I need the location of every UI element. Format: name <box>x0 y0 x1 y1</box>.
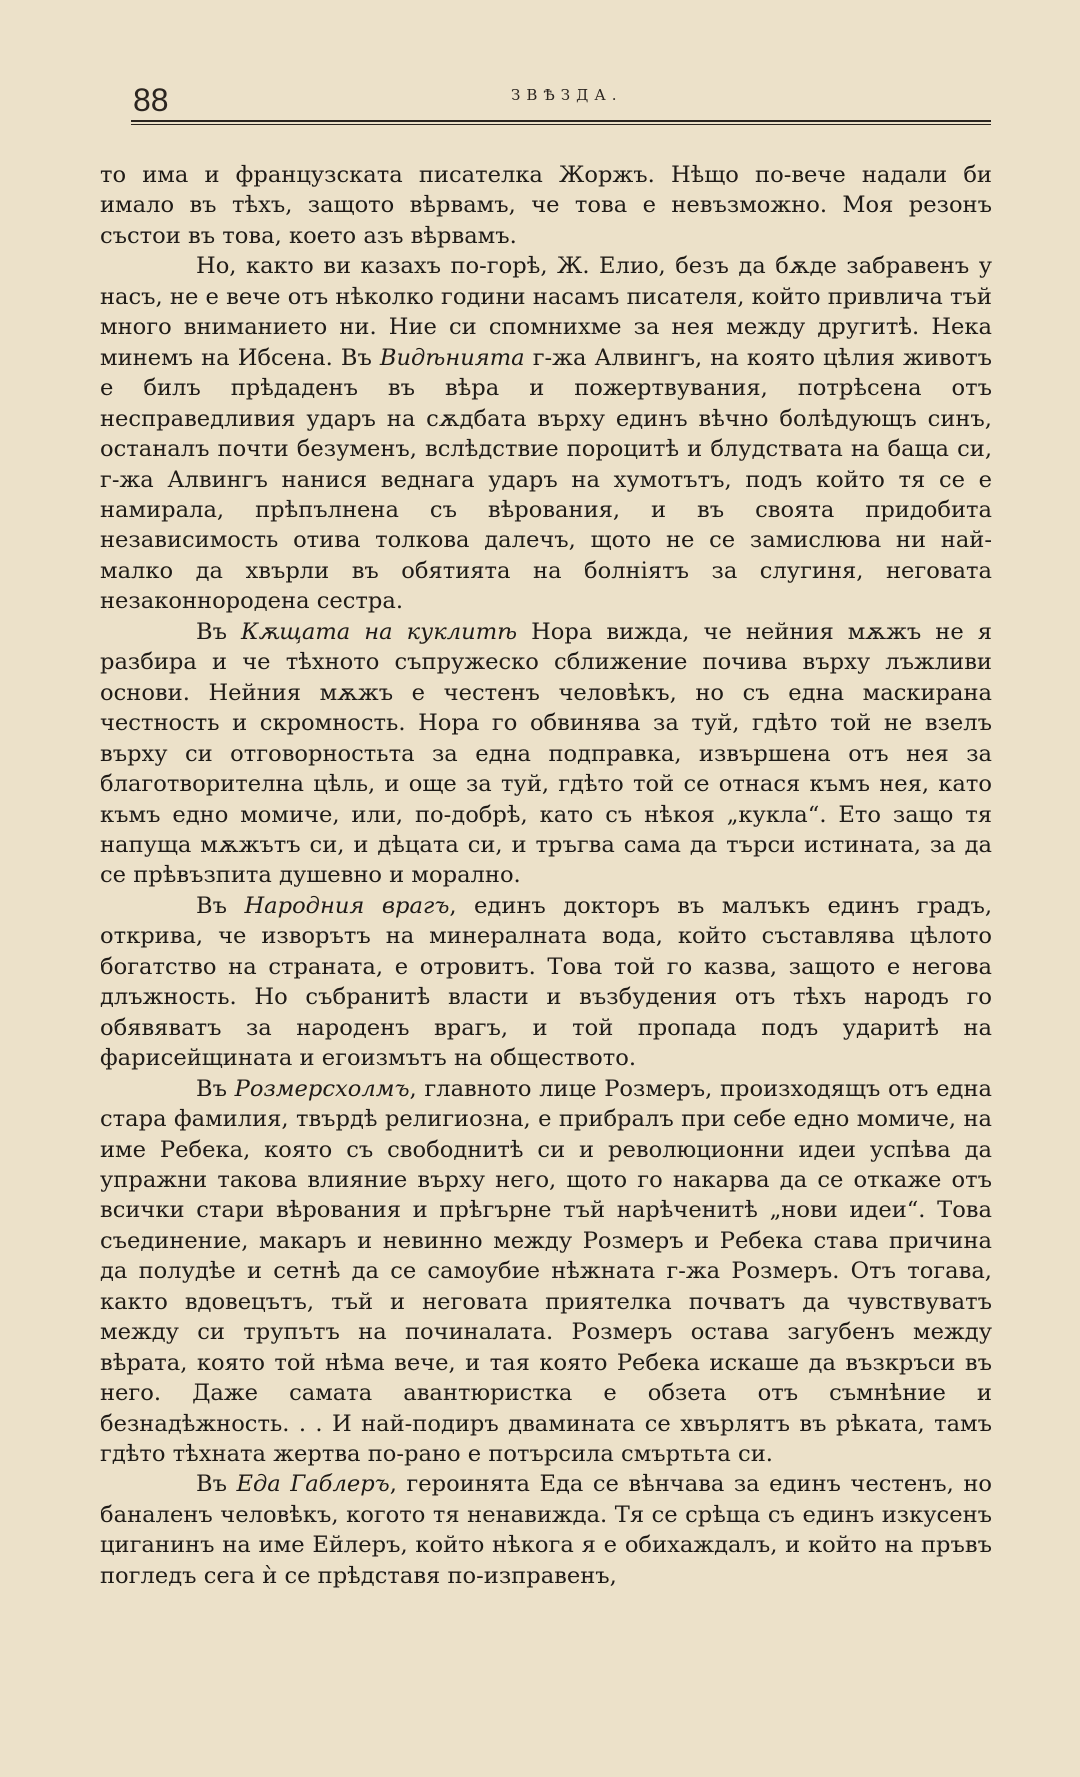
work-title: Розмерсхолмъ <box>234 1075 410 1102</box>
paragraph-text: Въ <box>196 1075 235 1102</box>
paragraph <box>100 617 992 891</box>
paragraph-text: , главното лице Розмеръ, произходящъ отъ една стара фамилия, твърдѣ религиозна, е прибралъ при себе едно момиче, на име Ребека, която съ свободнитѣ си и революционни идеи успѣва да упражни такова влияние върху него, щото го накарва да се откаже отъ всички стари вѣрования и прѣгърне тъй нарѣченитѣ „нови идеи“. Това съединение, макаръ и невинно между Розмеръ и Ребека става причина да полудѣе и сетнѣ да се самоубие нѣжната г-жа Розмеръ. Отъ тогава, както вдовецътъ, тъй и неговата приятелка почватъ да чувствуватъ между си трупътъ на починалата. Розмеръ остава загубенъ между вѣрата, която той нѣма вече, и тая която Ребека искаше да възкръси въ него. Даже самата авантюристка е обзета отъ съмнѣние и безнадѣжность. . . И най-подиръ двамината се хвърлятъ въ рѣката, тамъ гдѣто тѣхната жертва по-рано е потърсила смъртьта си. <box>100 1075 992 1468</box>
page-header <box>131 80 991 122</box>
paragraph-text: г-жа Алвингъ, на която цѣлия животъ е билъ прѣдаденъ въ вѣра и пожертвувания, потрѣсена отъ несправедливия ударъ на сѫдбата върху единъ вѣчно болѣдующъ синъ, останалъ почти безуменъ, вслѣдствие пороцитѣ и блудствата на баща си, г-жа Алвингъ нанися веднага ударъ на хумотътъ, подъ който тя се е намирала, прѣпълнена съ вѣрования, и въ своята придобита независимость отива толкова далечъ, щото не се замислюва ни най-малко да хвърли въ обятията на болнiятъ за слугиня, неговата незаконнородена сестра. <box>100 344 992 615</box>
paragraph-text: Въ <box>196 892 245 919</box>
body-text <box>100 160 992 1591</box>
running-title: ЗВѢЗДА. <box>511 86 623 104</box>
work-title: Народния врагъ <box>244 892 450 919</box>
paragraph-text: Нора вижда, че нейния мѫжъ не я разбира и че тѣхното съпружеско сближение почива върху лъжливи основи. Нейния мѫжъ е честенъ человѣкъ, но съ една маскирана честность и скромность. Нора го обвинява за туй, гдѣто той не взелъ върху си отговорностьта за една подправка, извършена отъ нея за благотворителна цѣль, и още за туй, гдѣто той се отнася къмъ нея, като къмъ едно момиче, или, по-добрѣ, като съ нѣкоя „кукла“. Ето защо тя напуща мѫжътъ си, и дѣцата си, и тръгва сама да търси истината, за да се прѣвъзпита душевно и морално. <box>100 618 992 889</box>
paragraph-text: , героинята Еда се вѣнчава за единъ честенъ, но баналенъ человѣкъ, когото тя ненавижда. Тя се срѣща съ единъ изкусенъ циганинъ на име Ейлеръ, който нѣкога я е обихаждалъ, и който на пръвъ погледъ сега ѝ се прѣдставя по-изправенъ, <box>100 1471 992 1589</box>
paragraph-text: Въ <box>196 618 242 645</box>
work-title: Видѣнията <box>379 344 525 371</box>
paragraph-text: Въ <box>196 1471 237 1498</box>
paragraph <box>100 891 992 1074</box>
paragraph <box>100 1074 992 1470</box>
paragraph-text: то има и французската писателка Жоржъ. Нѣщо по-вече надали би имало въ тѣхъ, защото вѣрвамъ, че това е невъзможно. Моя резонъ състои въ това, което азъ вѣрвамъ. <box>100 162 992 249</box>
paragraph <box>100 1469 992 1591</box>
paragraph <box>100 251 992 616</box>
work-title: Кѫщата на куклитѣ <box>241 618 518 645</box>
paragraph-text: Но, както ви казахъ по-горѣ, Ж. Елио, безъ да бѫде забравенъ у насъ, не е вече отъ нѣколко години насамъ писателя, който привлича тъй много вниманието ни. Ние си спомнихме за нея между другитѣ. Нека минемъ на Ибсена. <box>100 253 992 371</box>
page-number: 88 <box>133 82 169 118</box>
paragraph <box>100 160 992 251</box>
header-rule <box>131 124 991 125</box>
work-title: Еда Габлеръ <box>236 1471 390 1498</box>
paragraph-text: , единъ докторъ въ малъкъ единъ градъ, открива, че изворътъ на минералната вода, който съставлява цѣлото богатство на страната, е отровитъ. Това той го казва, защото е негова длъжность. Но събранитѣ власти и възбудения отъ тѣхъ народъ го обявяватъ за народенъ врагъ, и той пропада подъ ударитѣ на фарисейщината и егоизмътъ на обществото. <box>100 892 992 1072</box>
paragraph-text: Въ <box>340 344 380 371</box>
